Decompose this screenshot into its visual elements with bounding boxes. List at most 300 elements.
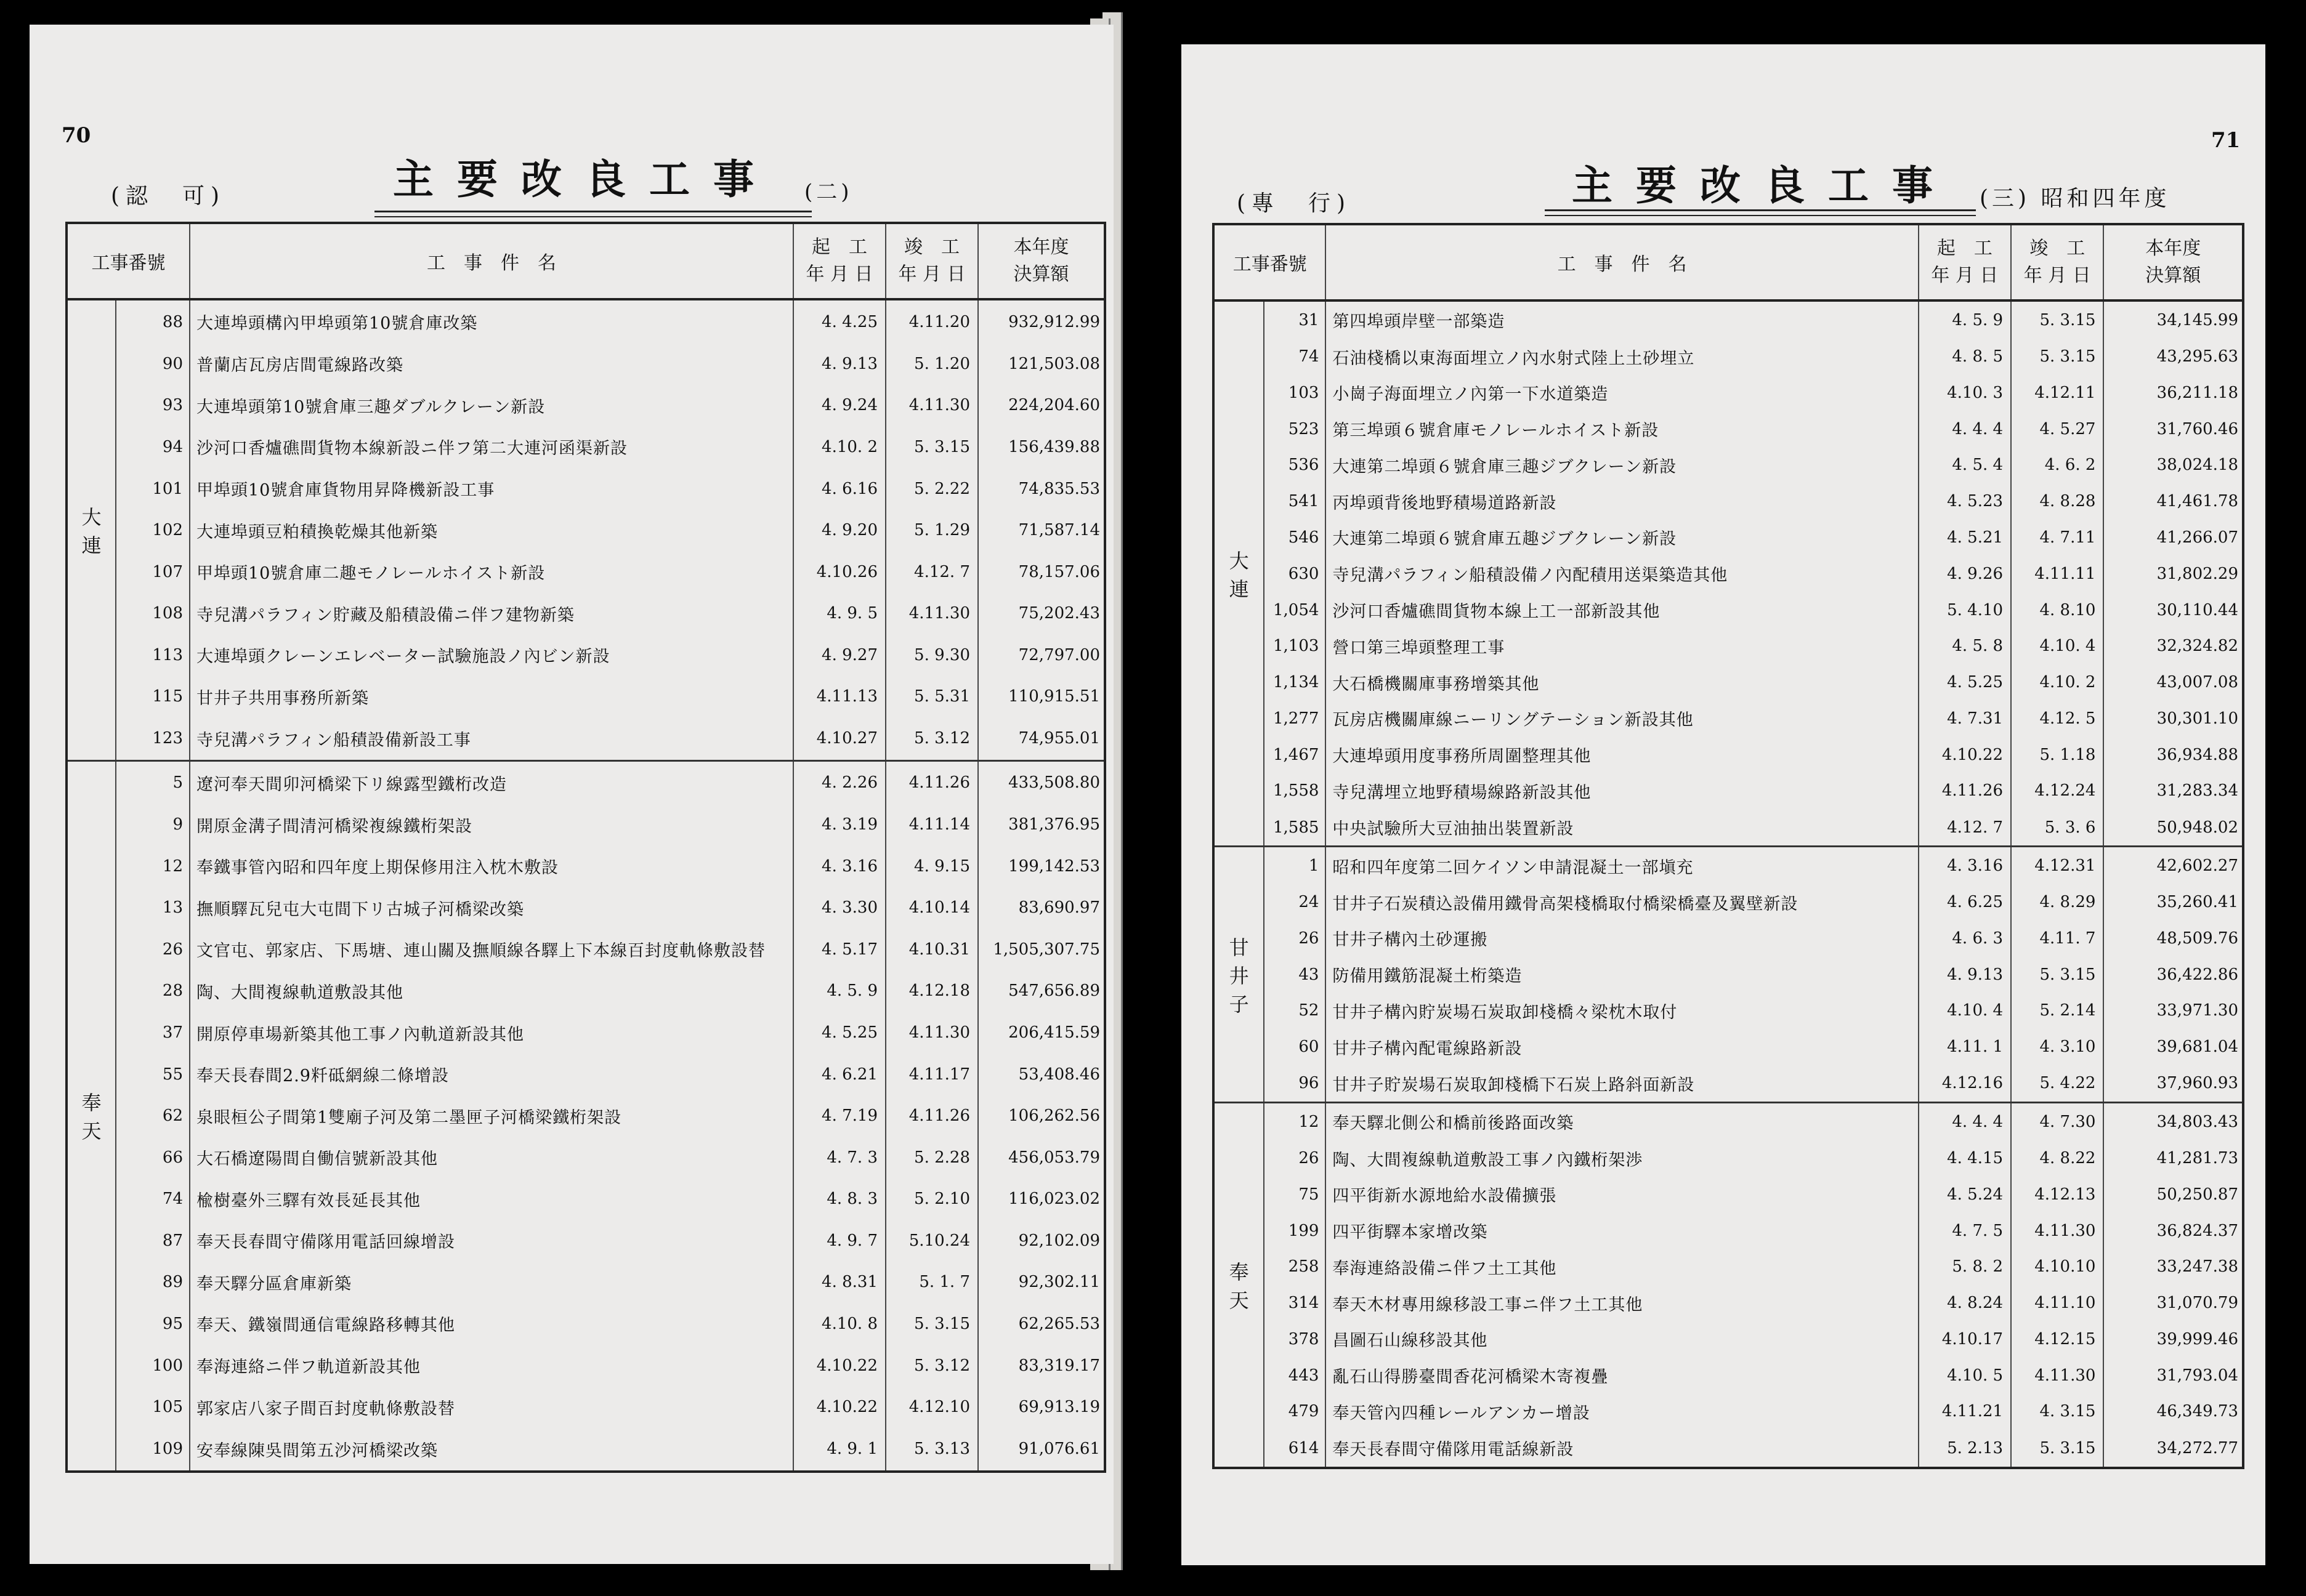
work-number: 536 <box>1264 447 1325 483</box>
amount: 74,835.53 <box>1018 479 1100 498</box>
work-number: 107 <box>116 551 190 593</box>
start-date: 4. 4.15 <box>1919 1140 2011 1177</box>
end-date: 4.12.15 <box>2011 1321 2103 1358</box>
table-row <box>67 299 1105 343</box>
work-number: 37 <box>116 1012 190 1054</box>
amount: 456,053.79 <box>1008 1148 1100 1167</box>
end-date: 5.10.24 <box>886 1220 978 1262</box>
table-row <box>1213 411 2243 447</box>
header-amount: 本年度 決算額 <box>2103 224 2243 300</box>
table-row <box>67 1054 1105 1095</box>
work-number: 258 <box>1264 1249 1325 1285</box>
category-label: (認 可) <box>111 183 226 209</box>
work-name: 奉天長春間守備隊用電話回線增設 <box>190 1220 793 1262</box>
table-row <box>67 1178 1105 1220</box>
table-row <box>1213 555 2243 592</box>
table-row <box>1213 447 2243 483</box>
amount: 32,324.82 <box>2156 637 2238 656</box>
end-date: 4. 7.30 <box>2011 1103 2103 1140</box>
amount: 50,250.87 <box>2156 1185 2238 1204</box>
table-row <box>1213 809 2243 847</box>
start-date: 4. 9. 7 <box>793 1220 886 1262</box>
work-name: 甘井子貯炭場石炭取卸棧橋下石炭上路斜面新設 <box>1325 1065 1918 1103</box>
start-date: 4. 6. 3 <box>1919 921 2011 957</box>
start-date: 4. 4. 4 <box>1919 411 2011 447</box>
end-date: 4. 3.15 <box>2011 1393 2103 1430</box>
work-name: 大連埠頭構內甲埠頭第10號倉庫改築 <box>190 299 793 343</box>
work-name: 開原金溝子間清河橋梁複線鐵桁架設 <box>190 804 793 845</box>
table-row <box>1213 1249 2243 1285</box>
start-date: 4. 4.25 <box>793 299 886 343</box>
amount: 30,301.10 <box>2156 709 2238 728</box>
work-number: 74 <box>116 1178 190 1220</box>
work-name: 寺兒溝パラフィン船積設備ノ內配積用送渠築造其他 <box>1325 555 1918 592</box>
amount: 62,265.53 <box>1018 1314 1100 1333</box>
header-work-name: 工 事 件 名 <box>1325 224 1918 300</box>
end-date: 4.11.20 <box>886 299 978 343</box>
table-row <box>1213 1285 2243 1321</box>
region-cell <box>1213 847 1264 1103</box>
end-date: 4. 8.28 <box>2011 483 2103 520</box>
end-date: 4.11.26 <box>886 1095 978 1137</box>
work-number: 109 <box>116 1428 190 1472</box>
amount: 39,999.46 <box>2156 1329 2238 1348</box>
work-number: 614 <box>1264 1430 1325 1468</box>
region-cell <box>1213 300 1264 847</box>
amount: 932,912.99 <box>1008 312 1100 331</box>
work-number: 13 <box>116 887 190 929</box>
work-number: 1,558 <box>1264 773 1325 809</box>
end-date: 4.11.30 <box>886 385 978 427</box>
amount: 43,007.08 <box>2156 673 2238 692</box>
work-number: 1,103 <box>1264 628 1325 664</box>
amount: 31,793.04 <box>2156 1366 2238 1385</box>
start-date: 4. 8.31 <box>793 1262 886 1304</box>
work-name: 文官屯、郭家店、下馬塘、連山關及撫順線各驛上下本線百封度軌條敷設替 <box>190 929 793 970</box>
work-number: 108 <box>116 592 190 634</box>
start-date: 4. 5.24 <box>1919 1176 2011 1212</box>
work-name: 奉天驛北側公和橋前後路面改築 <box>1325 1103 1918 1140</box>
table-row <box>67 426 1105 468</box>
start-date: 4.10.22 <box>793 1386 886 1428</box>
work-number: 12 <box>116 845 190 887</box>
end-date: 4.11.17 <box>886 1054 978 1095</box>
table-row <box>1213 1029 2243 1065</box>
start-date: 4.10.27 <box>793 717 886 760</box>
region-cell <box>67 760 116 1472</box>
work-name: 大石橋遼陽間自働信號新設其他 <box>190 1137 793 1179</box>
work-name: 撫順驛瓦兒屯大屯間下リ古城子河橋梁改築 <box>190 887 793 929</box>
start-date: 4. 9.27 <box>793 634 886 676</box>
start-date: 4. 9. 1 <box>793 1428 886 1472</box>
work-name: 甲埠頭10號倉庫二趣モノレールホイスト新設 <box>190 551 793 593</box>
work-number: 546 <box>1264 520 1325 556</box>
table-row <box>67 760 1105 804</box>
title-underline <box>374 216 812 217</box>
end-date: 4.11.11 <box>2011 555 2103 592</box>
work-name: 第三埠頭６號倉庫モノレールホイスト新設 <box>1325 411 1918 447</box>
work-number: 87 <box>116 1220 190 1262</box>
work-number: 199 <box>1264 1212 1325 1249</box>
table-row <box>1213 483 2243 520</box>
work-number: 95 <box>116 1303 190 1345</box>
work-number: 94 <box>116 426 190 468</box>
table-row <box>1213 664 2243 701</box>
work-name: 大連埠頭豆粕積換乾燥其他新築 <box>190 509 793 551</box>
work-name: 楡樹臺外三驛有效長延長其他 <box>190 1178 793 1220</box>
table-row <box>1213 628 2243 664</box>
start-date: 4. 3.30 <box>793 887 886 929</box>
amount: 116,023.02 <box>1008 1190 1100 1209</box>
work-number: 1,134 <box>1264 664 1325 701</box>
table-row <box>1213 1176 2243 1212</box>
work-name: 大石橋機關庫事務增築其他 <box>1325 664 1918 701</box>
end-date: 4.12.24 <box>2011 773 2103 809</box>
work-name: 大連埠頭用度事務所周圍整理其他 <box>1325 736 1918 773</box>
table-row <box>67 1220 1105 1262</box>
table-row <box>67 634 1105 676</box>
amount: 30,110.44 <box>2156 600 2238 619</box>
end-date: 4.10.10 <box>2011 1249 2103 1285</box>
work-number: 378 <box>1264 1321 1325 1358</box>
work-name: 亂石山得勝臺間香花河橋梁木寄複疊 <box>1325 1357 1918 1393</box>
table-row <box>1213 1430 2243 1468</box>
start-date: 4. 3.19 <box>793 804 886 845</box>
table-row <box>67 468 1105 510</box>
work-number: 26 <box>1264 921 1325 957</box>
work-number: 62 <box>116 1095 190 1137</box>
start-date: 4. 5.21 <box>1919 520 2011 556</box>
work-name: 奉鐵事管內昭和四年度上期保修用注入枕木敷設 <box>190 845 793 887</box>
table-row <box>67 845 1105 887</box>
region-char: 井 <box>1229 964 1249 988</box>
work-name: 奉天長春間2.9粁砥網線二條增設 <box>190 1054 793 1095</box>
work-number: 96 <box>1264 1065 1325 1103</box>
work-name: 陶、大間複線軌道敷設工事ノ內鐵桁架渉 <box>1325 1140 1918 1177</box>
end-date: 4.11.30 <box>886 592 978 634</box>
end-date: 5. 2.10 <box>886 1178 978 1220</box>
region-char: 子 <box>1229 992 1249 1016</box>
end-date: 5. 3. 6 <box>2011 809 2103 847</box>
end-date: 5. 9.30 <box>886 634 978 676</box>
start-date: 4. 5. 9 <box>1919 300 2011 339</box>
work-name: 甘井子構內土砂運搬 <box>1325 921 1918 957</box>
amount: 41,281.73 <box>2156 1149 2238 1168</box>
amount: 34,803.43 <box>2103 1103 2243 1140</box>
amount: 41,461.78 <box>2156 492 2238 511</box>
start-date: 4. 9.13 <box>793 343 886 385</box>
work-name: 小崗子海面埋立ノ內第一下水道築造 <box>1325 375 1918 411</box>
amount: 72,797.00 <box>1018 645 1100 664</box>
table-row <box>67 804 1105 845</box>
region-cell <box>67 299 116 760</box>
start-date: 4. 6.16 <box>793 468 886 510</box>
end-date: 4.11.14 <box>886 804 978 845</box>
work-name: 遼河奉天間卯河橋梁下リ線露型鐵桁改造 <box>190 760 793 804</box>
start-date: 4. 9.20 <box>793 509 886 551</box>
category-label: (專 行) <box>1237 191 1352 216</box>
work-name: 大連埠頭クレーンエレベーター試驗施設ノ內ビン新設 <box>190 634 793 676</box>
header-work-number: 工事番號 <box>1213 224 1325 300</box>
work-number: 75 <box>1264 1176 1325 1212</box>
end-date: 4.11.30 <box>886 1012 978 1054</box>
table-row <box>1213 993 2243 1029</box>
end-date: 5. 1.20 <box>886 343 978 385</box>
start-date: 4.10. 2 <box>793 426 886 468</box>
end-date: 4.12.10 <box>886 1386 978 1428</box>
end-date: 5. 3.15 <box>2011 300 2103 339</box>
region-char: 大 <box>1229 549 1249 573</box>
start-date: 4. 9.26 <box>1919 555 2011 592</box>
end-date: 4.12.13 <box>2011 1176 2103 1212</box>
end-date: 5. 3.12 <box>886 1345 978 1387</box>
start-date: 4. 5. 9 <box>793 970 886 1012</box>
work-name: 安奉線陳吳間第五沙河橋梁改築 <box>190 1428 793 1472</box>
start-date: 4.11.26 <box>1919 773 2011 809</box>
start-date: 4.12. 7 <box>1919 809 2011 847</box>
table-row <box>1213 773 2243 809</box>
end-date: 4. 6. 2 <box>2011 447 2103 483</box>
amount: 71,587.14 <box>1018 521 1100 540</box>
start-date: 4. 3.16 <box>1919 847 2011 884</box>
work-number: 9 <box>116 804 190 845</box>
amount: 39,681.04 <box>2156 1038 2238 1057</box>
start-date: 4. 5.23 <box>1919 483 2011 520</box>
work-number: 100 <box>116 1345 190 1387</box>
work-number: 1 <box>1264 847 1325 884</box>
work-name: 大連第二埠頭６號倉庫三趣ジブクレーン新設 <box>1325 447 1918 483</box>
work-name: 昌圖石山線移設其他 <box>1325 1321 1918 1358</box>
amount: 36,211.18 <box>2156 383 2238 402</box>
table-row <box>1213 592 2243 628</box>
table-row <box>1213 884 2243 921</box>
work-name: 大連埠頭第10號倉庫三趣ダブルクレーン新設 <box>190 385 793 427</box>
start-date: 4.12.16 <box>1919 1065 2011 1103</box>
end-date: 5. 3.15 <box>2011 1430 2103 1468</box>
table-row <box>67 970 1105 1012</box>
end-date: 4. 8.10 <box>2011 592 2103 628</box>
work-number: 74 <box>1264 339 1325 375</box>
work-number: 115 <box>116 676 190 718</box>
table-row <box>67 676 1105 718</box>
end-date: 5. 4.22 <box>2011 1065 2103 1103</box>
region-char: 奉 <box>81 1091 102 1115</box>
region-char: 連 <box>1229 577 1249 601</box>
end-date: 5. 1.29 <box>886 509 978 551</box>
table-row <box>67 929 1105 970</box>
work-name: 奉天木材專用線移設工事ニ伴フ土工其他 <box>1325 1285 1918 1321</box>
end-date: 5. 3.12 <box>886 717 978 760</box>
work-name: 丙埠頭背後地野積場道路新設 <box>1325 483 1918 520</box>
start-date: 4. 7.31 <box>1919 700 2011 736</box>
amount: 38,024.18 <box>2156 456 2238 475</box>
header-amount: 本年度 決算額 <box>978 223 1105 299</box>
table-row <box>67 1137 1105 1179</box>
end-date: 5. 3.15 <box>2011 956 2103 993</box>
work-number: 90 <box>116 343 190 385</box>
amount: 41,266.07 <box>2156 528 2238 547</box>
start-date: 4. 5.17 <box>793 929 886 970</box>
start-date: 4.10. 8 <box>793 1303 886 1345</box>
amount: 91,076.61 <box>1018 1440 1100 1459</box>
work-name: 陶、大間複線軌道敷設其他 <box>190 970 793 1012</box>
start-date: 4. 5. 8 <box>1919 628 2011 664</box>
table-row <box>1213 520 2243 556</box>
table-row <box>1213 847 2243 884</box>
work-name: 奉海連絡ニ伴フ軌道新設其他 <box>190 1345 793 1387</box>
header-start-date: 起 工 年 月 日 <box>1919 224 2011 300</box>
amount: 48,509.76 <box>2156 929 2238 948</box>
amount: 75,202.43 <box>1018 604 1100 623</box>
start-date: 4.11.21 <box>1919 1393 2011 1430</box>
end-date: 4.12.11 <box>2011 375 2103 411</box>
end-date: 5. 3.15 <box>2011 339 2103 375</box>
amount: 36,824.37 <box>2156 1221 2238 1240</box>
work-number: 314 <box>1264 1285 1325 1321</box>
region-char: 天 <box>1229 1289 1249 1313</box>
work-name: 郭家店八家子間百封度軌條敷設替 <box>190 1386 793 1428</box>
work-number: 103 <box>1264 375 1325 411</box>
start-date: 4. 2.26 <box>793 760 886 804</box>
table-row <box>1213 1393 2243 1430</box>
work-number: 123 <box>116 717 190 760</box>
work-number: 101 <box>116 468 190 510</box>
table-row <box>67 1095 1105 1137</box>
work-number: 102 <box>116 509 190 551</box>
work-name: 甲埠頭10號倉庫貨物用昇降機新設工事 <box>190 468 793 510</box>
work-number: 89 <box>116 1262 190 1304</box>
header-start-date: 起 工 年 月 日 <box>793 223 886 299</box>
amount: 224,204.60 <box>1008 396 1100 415</box>
work-number: 113 <box>116 634 190 676</box>
header-work-name: 工 事 件 名 <box>190 223 793 299</box>
amount: 34,145.99 <box>2156 310 2238 329</box>
start-date: 4.11.13 <box>793 676 886 718</box>
table-row <box>67 717 1105 760</box>
work-name: 奉天、鐵嶺間通信電線路移轉其他 <box>190 1303 793 1345</box>
amount: 199,142.53 <box>1008 856 1100 876</box>
amount: 92,302.11 <box>1018 1273 1100 1292</box>
table-row <box>67 887 1105 929</box>
end-date: 4.12. 5 <box>2011 700 2103 736</box>
work-name: 奉天管內四種レールアンカー增設 <box>1325 1393 1918 1430</box>
table-row <box>1213 1140 2243 1177</box>
region-cell <box>1213 1103 1264 1468</box>
work-number: 28 <box>116 970 190 1012</box>
end-date: 5. 5.31 <box>886 676 978 718</box>
amount: 53,408.46 <box>1018 1065 1100 1084</box>
amount: 547,656.89 <box>1008 981 1100 1001</box>
amount: 43,295.63 <box>2156 347 2238 366</box>
amount: 83,690.97 <box>1018 898 1100 917</box>
start-date: 4. 3.16 <box>793 845 886 887</box>
work-number: 12 <box>1264 1103 1325 1140</box>
work-number: 88 <box>116 299 190 343</box>
table-row <box>67 592 1105 634</box>
work-name: 甘井子共用事務所新築 <box>190 676 793 718</box>
page-number: 71 <box>2211 128 2241 153</box>
works-table <box>65 222 1106 1473</box>
start-date: 4. 5. 4 <box>1919 447 2011 483</box>
work-number: 443 <box>1264 1357 1325 1393</box>
start-date: 4.10. 5 <box>1919 1357 2011 1393</box>
title-underline <box>1545 215 1976 216</box>
amount: 31,070.79 <box>2156 1294 2238 1313</box>
amount: 121,503.08 <box>1008 354 1100 373</box>
table-row <box>67 1303 1105 1345</box>
end-date: 4. 7.11 <box>2011 520 2103 556</box>
start-date: 4. 5.25 <box>793 1012 886 1054</box>
end-date: 4.11.30 <box>2011 1357 2103 1393</box>
work-number: 541 <box>1264 483 1325 520</box>
work-number: 60 <box>1264 1029 1325 1065</box>
work-name: 第四埠頭岸壁一部築造 <box>1325 300 1918 339</box>
region-char: 大 <box>81 505 102 529</box>
table-row <box>67 1262 1105 1304</box>
start-date: 4. 8.24 <box>1919 1285 2011 1321</box>
work-name: 甘井子構內配電線路新設 <box>1325 1029 1918 1065</box>
table-row <box>1213 921 2243 957</box>
work-name: 甘井子構內貯炭場石炭取卸棧橋々梁枕木取付 <box>1325 993 1918 1029</box>
table-row <box>1213 736 2243 773</box>
left-page <box>30 25 1114 1564</box>
end-date: 4. 9.15 <box>886 845 978 887</box>
work-name: 營口第三埠頭整理工事 <box>1325 628 1918 664</box>
amount: 34,272.77 <box>2156 1438 2238 1457</box>
amount: 46,349.73 <box>2156 1402 2238 1421</box>
end-date: 5. 2.14 <box>2011 993 2103 1029</box>
work-number: 93 <box>116 385 190 427</box>
start-date: 4. 9.13 <box>1919 956 2011 993</box>
work-name: 奉天驛分區倉庫新築 <box>190 1262 793 1304</box>
amount: 36,934.88 <box>2156 745 2238 764</box>
end-date: 4.11. 7 <box>2011 921 2103 957</box>
work-number: 105 <box>116 1386 190 1428</box>
start-date: 4.10.26 <box>793 551 886 593</box>
start-date: 4. 7.19 <box>793 1095 886 1137</box>
amount: 206,415.59 <box>1008 1023 1100 1042</box>
amount: 31,283.34 <box>2156 781 2238 800</box>
start-date: 5. 8. 2 <box>1919 1249 2011 1285</box>
works-table <box>1212 223 2244 1469</box>
table-row <box>1213 1103 2243 1140</box>
amount: 33,971.30 <box>2156 1001 2238 1020</box>
end-date: 4.12.18 <box>886 970 978 1012</box>
end-date: 4.10. 2 <box>2011 664 2103 701</box>
header-work-number: 工事番號 <box>67 223 190 299</box>
amount: 33,247.38 <box>2156 1257 2238 1276</box>
work-name: 沙河口香爐礁間貨物本線上工一部新設其他 <box>1325 592 1918 628</box>
amount: 31,802.29 <box>2156 564 2238 583</box>
end-date: 5. 3.13 <box>886 1428 978 1472</box>
start-date: 4. 4. 4 <box>1919 1103 2011 1140</box>
work-number: 5 <box>116 760 190 804</box>
end-date: 4. 8.22 <box>2011 1140 2103 1177</box>
end-date: 4. 5.27 <box>2011 411 2103 447</box>
work-name: 寺兒溝パラフィン船積設備新設工事 <box>190 717 793 760</box>
table-row <box>67 343 1105 385</box>
table-row <box>67 551 1105 593</box>
end-date: 4. 3.10 <box>2011 1029 2103 1065</box>
end-date: 4.11.30 <box>2011 1212 2103 1249</box>
amount: 92,102.09 <box>1018 1231 1100 1250</box>
end-date: 5. 2.28 <box>886 1137 978 1179</box>
work-name: 沙河口香爐礁間貨物本線新設ニ伴フ第二大連河函渠新設 <box>190 426 793 468</box>
start-date: 4. 6.21 <box>793 1054 886 1095</box>
amount: 78,157.06 <box>1018 562 1100 581</box>
work-number: 26 <box>116 929 190 970</box>
work-name: 中央試驗所大豆油抽出裝置新設 <box>1325 809 1918 847</box>
